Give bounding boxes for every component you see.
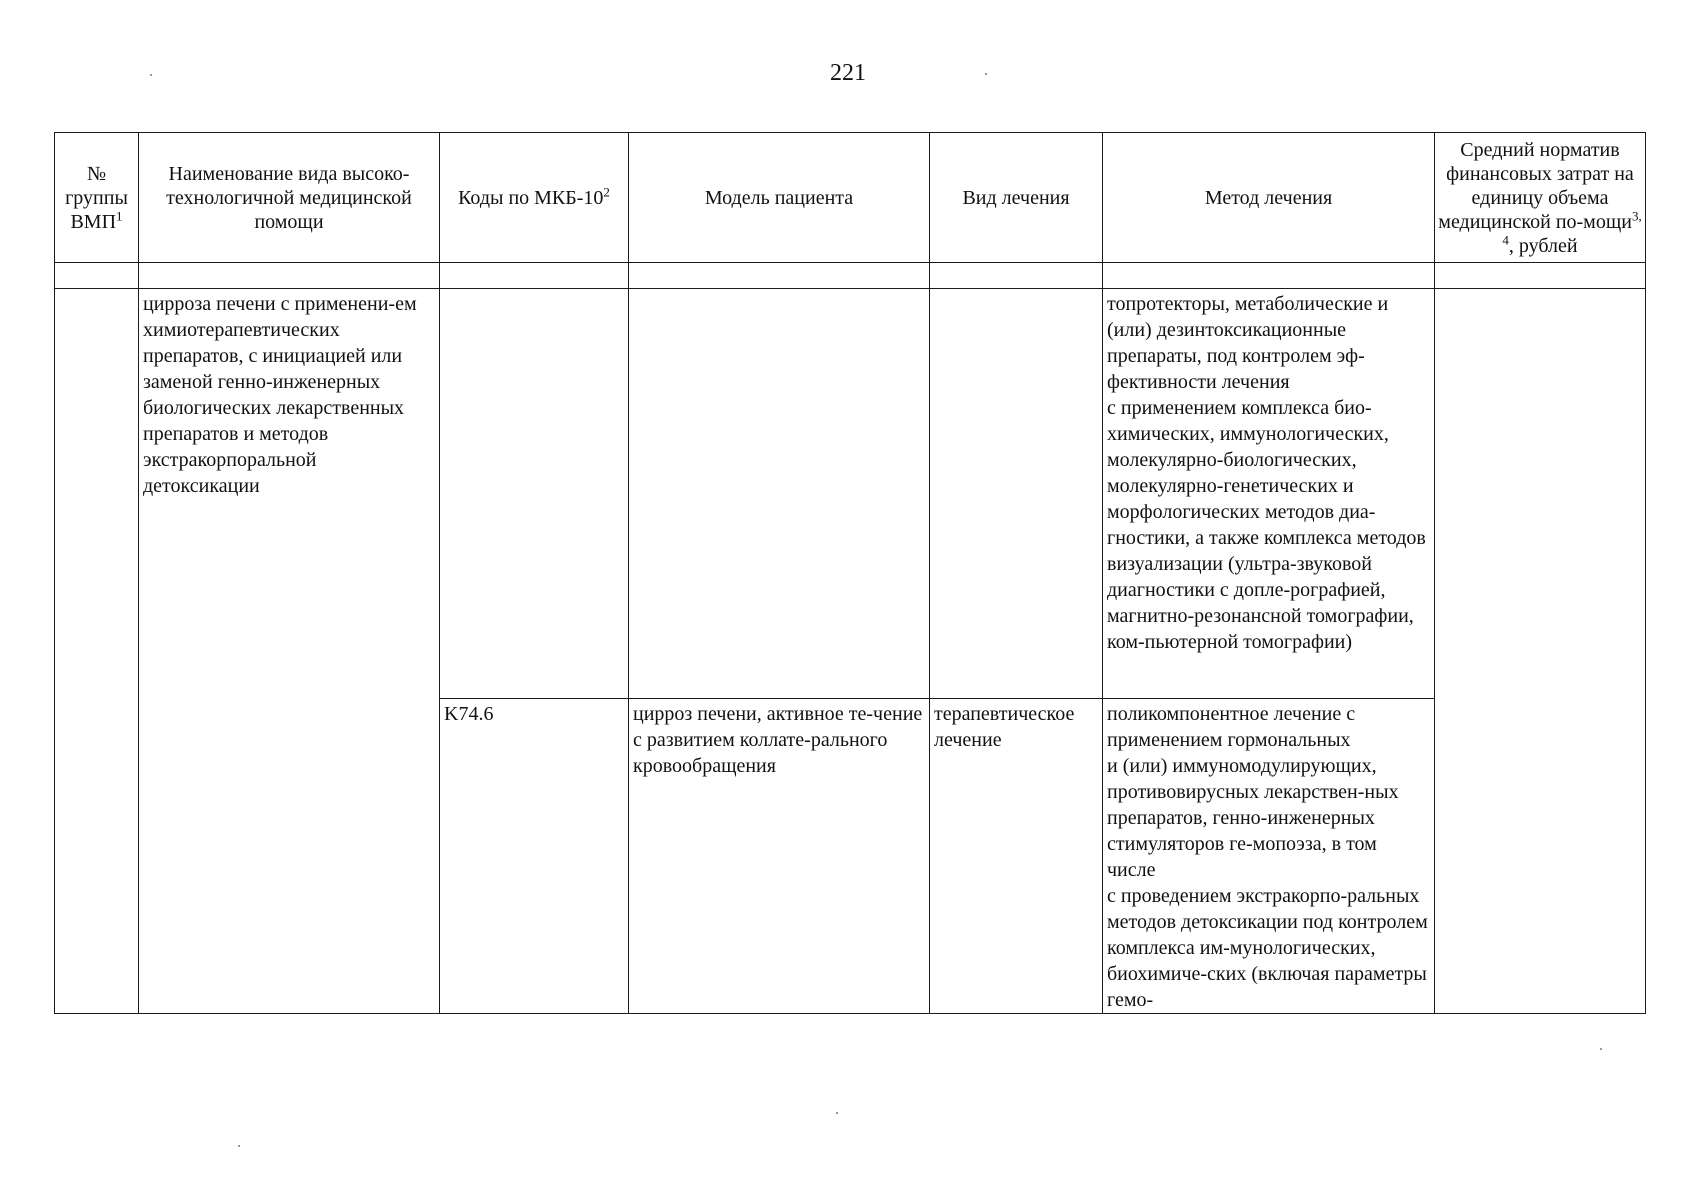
treatment-type-cell <box>930 289 1103 699</box>
spacer-cell <box>139 263 440 289</box>
scan-speck <box>836 1112 838 1114</box>
scan-speck <box>1600 1048 1602 1050</box>
spacer-cell <box>440 263 629 289</box>
scan-speck <box>150 74 152 76</box>
spacer-cell <box>55 263 139 289</box>
table-row <box>55 289 1646 699</box>
spacer-cell <box>1103 263 1435 289</box>
care-type-name-cell: цирроза печени с применени-ем химиотерапевтических препаратов, с инициацией или заменой генно-инженерных биологических лекарственных препаратов и методов экстракорпоральной детоксикации <box>139 289 440 1014</box>
method-paragraph: с проведением экстракорпо-ральных методов детоксикации под контролем комплекса им-мунологических, биохимиче-ских (включая параметры гемо- <box>1107 885 1428 1011</box>
header-care-type-name: Наименование вида высоко-технологичной медицинской помощи <box>139 133 440 263</box>
icd-codes-cell: K74.6 <box>440 699 629 1014</box>
scan-speck <box>238 1145 240 1147</box>
header-icd-codes: Коды по МКБ-$10^2$ <box>440 133 629 263</box>
method-paragraph: с применением комплекса био-химических, иммунологических, молекулярно-биологических, молекулярно-генетических и морфологических методов диа-гностики, а также комплекса методов визуализации (ультра-звуковой диагностики с допле-рографией, магнитно-резонансной томографии, ком-пьютерной томографии) <box>1107 397 1426 653</box>
scan-speck <box>985 73 987 75</box>
average-cost-cell <box>1435 289 1646 1014</box>
page-number: 221 <box>830 60 866 86</box>
group-number-cell <box>55 289 139 1014</box>
method-paragraph: и (или) иммуномодулирующих, противовирусных лекарствен-ных препаратов, генно-инженерных стимуляторов ге-мопоэза, в том числе <box>1107 755 1399 881</box>
medical-care-table <box>54 132 1646 1014</box>
empty-spacer-row <box>55 263 1646 289</box>
spacer-cell <box>629 263 930 289</box>
header-treatment-type: Вид лечения <box>930 133 1103 263</box>
spacer-cell <box>1435 263 1646 289</box>
icd-codes-cell <box>440 289 629 699</box>
header-average-cost: Средний норматив финансовых затрат на единицу объема медицинской по-мощи$^{3, 4}$, рублей <box>1435 133 1646 263</box>
method-paragraph: поликомпонентное лечение с применением гормональных <box>1107 703 1356 751</box>
treatment-method-cell <box>1103 699 1435 1014</box>
patient-model-cell <box>629 289 930 699</box>
header-treatment-method: Метод лечения <box>1103 133 1435 263</box>
spacer-cell <box>930 263 1103 289</box>
method-paragraph: топротекторы, метаболические и (или) дезинтоксикационные препараты, под контролем эф-фективности лечения <box>1107 293 1389 393</box>
table-header-row <box>55 133 1646 263</box>
header-patient-model: Модель пациента <box>629 133 930 263</box>
patient-model-cell: цирроз печени, активное те-чение с развитием коллате-рального кровообращения <box>629 699 930 1014</box>
header-group-number: № группы ВМП$^1$ <box>55 133 139 263</box>
treatment-method-cell <box>1103 289 1435 699</box>
treatment-type-cell: терапевтическое лечение <box>930 699 1103 1014</box>
